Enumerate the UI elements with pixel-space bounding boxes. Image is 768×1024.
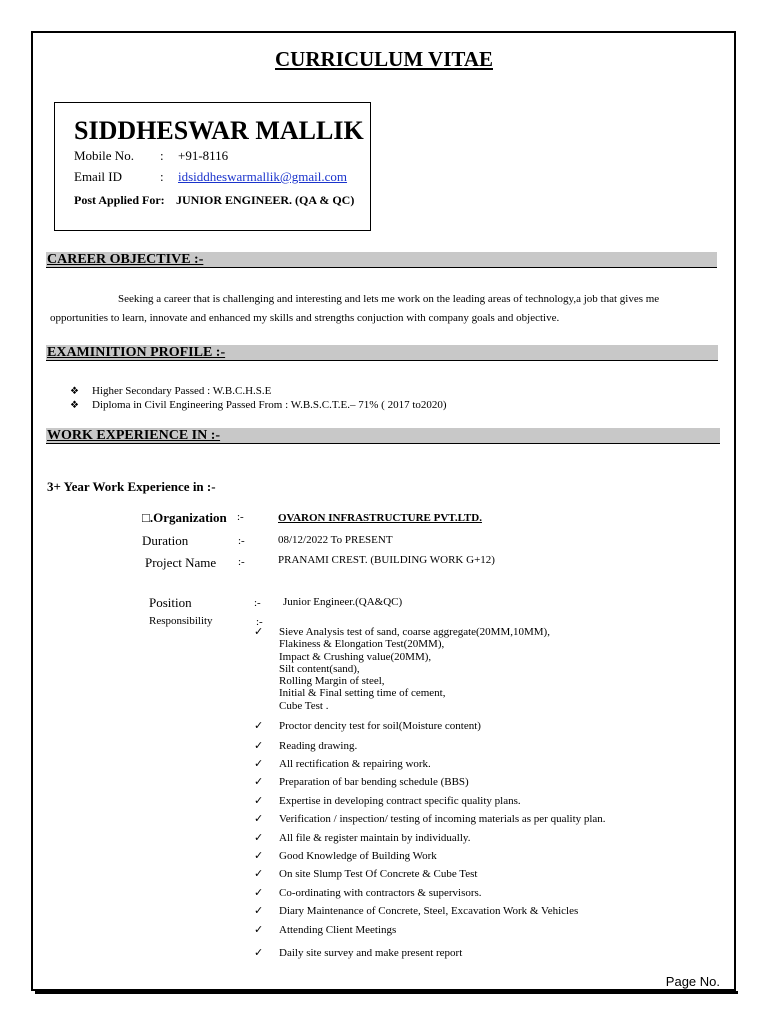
responsibility-separator: :- — [256, 616, 263, 628]
checkmark-icon: ✓ — [254, 757, 264, 770]
project-name-separator: :- — [238, 556, 245, 568]
email-label: Email ID — [74, 169, 123, 184]
career-objective-line-2: opportunities to learn, innovate and enhanced my skills and strengths conjuction with company goals and objective. — [50, 312, 560, 324]
checkmark-icon: ✓ — [254, 923, 264, 936]
candidate-name: SIDDHESWAR MALLIK — [74, 116, 364, 145]
checkmark-icon: ✓ — [254, 739, 264, 752]
checkmark-icon: ✓ — [254, 946, 264, 959]
checkmark-icon: ✓ — [254, 867, 264, 880]
checkmark-icon: ✓ — [254, 831, 264, 844]
exam-profile-heading: EXAMINITION PROFILE :- — [47, 345, 226, 360]
career-objective-heading: CAREER OBJECTIVE :- — [47, 252, 204, 267]
organization-label: □.Organization — [142, 510, 227, 525]
organization-separator: :- — [237, 511, 244, 523]
diamond-bullet-icon: ❖ — [70, 386, 79, 397]
project-name-value: PRANAMI CREST. (BUILDING WORK G+12) — [278, 554, 495, 566]
checkmark-icon: ✓ — [254, 794, 264, 807]
checkmark-icon: ✓ — [254, 904, 264, 917]
work-experience-heading: WORK EXPERIENCE IN :- — [47, 428, 221, 443]
mobile-separator: : — [160, 148, 164, 163]
work-experience-subheading: 3+ Year Work Experience in :- — [47, 479, 216, 494]
mobile-label: Mobile No. — [74, 148, 134, 163]
career-objective-line-1: Seeking a career that is challenging and interesting and lets me work on the leading areas of technology,a job that gives me — [118, 293, 660, 305]
duration-separator: :- — [238, 535, 245, 547]
duration-value: 08/12/2022 To PRESENT — [278, 534, 393, 546]
position-value: Junior Engineer.(QA&QC) — [283, 596, 403, 608]
post-label: Post Applied For: — [74, 193, 165, 207]
page-number: Page No. — [665, 974, 720, 989]
email-separator: : — [160, 169, 164, 184]
checkmark-icon: ✓ — [254, 719, 264, 732]
responsibility-label: Responsibility — [149, 615, 213, 627]
organization-value: OVARON INFRASTRUCTURE PVT.LTD. — [278, 512, 482, 524]
checkmark-icon: ✓ — [254, 849, 264, 862]
post-value: JUNIOR ENGINEER. (QA & QC) — [176, 193, 355, 207]
email-link[interactable]: idsiddheswarmallik@gmail.com — [178, 169, 348, 184]
checkmark-icon: ✓ — [254, 886, 264, 899]
position-label: Position — [149, 595, 192, 610]
checkmark-icon: ✓ — [254, 625, 264, 638]
duration-label: Duration — [142, 533, 189, 548]
checkmark-icon: ✓ — [254, 775, 264, 788]
diamond-bullet-icon: ❖ — [70, 400, 79, 411]
document-title: CURRICULUM VITAE — [275, 47, 493, 71]
checkmark-icon: ✓ — [254, 812, 264, 825]
position-separator: :- — [254, 597, 261, 609]
project-name-label: Project Name — [145, 555, 217, 570]
mobile-value: +91-8116 — [178, 148, 229, 163]
exam-item: ❖ Higher Secondary Passed : W.B.C.H.S.E — [70, 385, 272, 397]
exam-item: ❖ Diploma in Civil Engineering Passed From : W.B.S.C.T.E.– 71% ( 2017 to2020) — [70, 399, 447, 411]
